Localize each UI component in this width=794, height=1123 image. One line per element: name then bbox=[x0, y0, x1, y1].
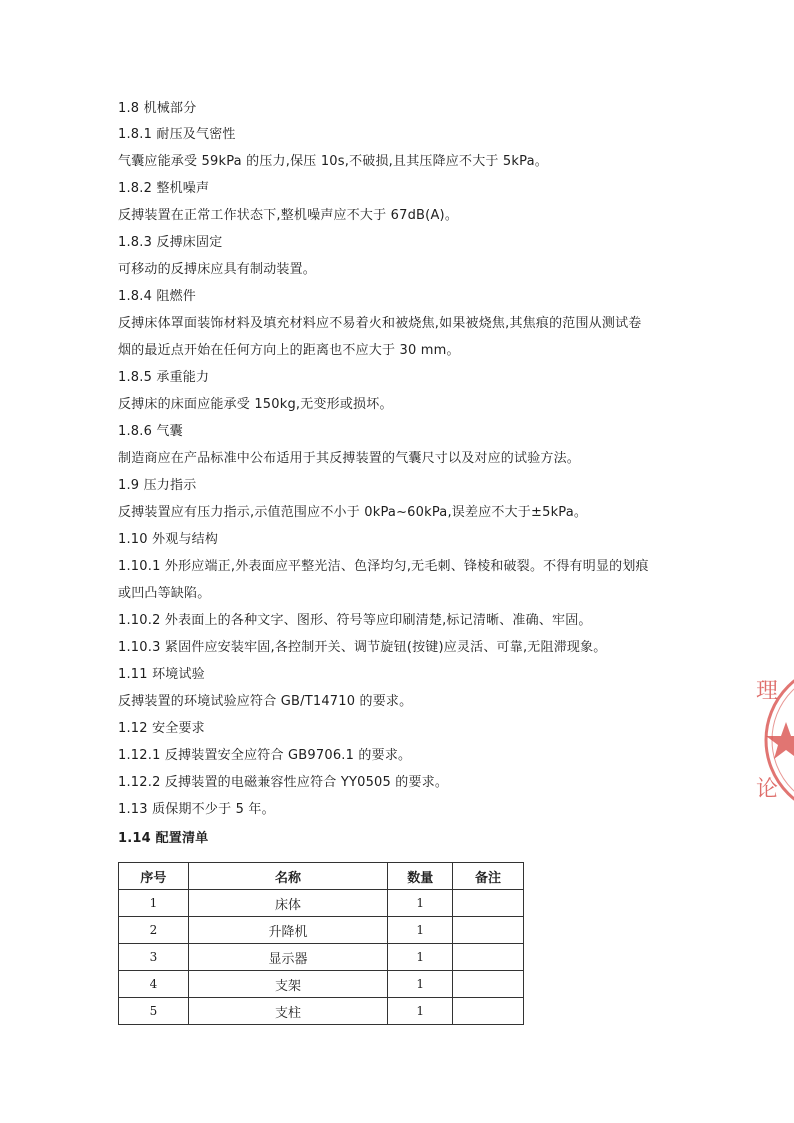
cell-name: 床体 bbox=[188, 890, 387, 917]
header-qty: 数量 bbox=[388, 863, 453, 890]
text-line: 1.12.2 反搏装置的电磁兼容性应符合 YY0505 的要求。 bbox=[118, 775, 449, 790]
svg-text:理: 理 bbox=[756, 679, 779, 704]
cell-seq: 2 bbox=[119, 917, 189, 944]
text-line: 1.12 安全要求 bbox=[118, 721, 205, 736]
text-line: 1.8.2 整机噪声 bbox=[118, 181, 210, 196]
cell-qty: 1 bbox=[388, 971, 453, 998]
cell-note bbox=[453, 890, 524, 917]
cell-qty: 1 bbox=[388, 944, 453, 971]
text-line: 反搏装置的环境试验应符合 GB/T14710 的要求。 bbox=[118, 694, 413, 709]
table-body bbox=[119, 890, 524, 1025]
cell-name: 支柱 bbox=[188, 998, 387, 1025]
cell-note bbox=[453, 917, 524, 944]
cell-seq: 4 bbox=[119, 971, 189, 998]
cell-qty: 1 bbox=[388, 998, 453, 1025]
header-seq: 序号 bbox=[119, 863, 189, 890]
text-line: 1.8.3 反搏床固定 bbox=[118, 235, 223, 250]
cell-qty: 1 bbox=[388, 890, 453, 917]
table-row bbox=[119, 890, 524, 917]
header-note: 备注 bbox=[453, 863, 524, 890]
text-line: 1.8.4 阻燃件 bbox=[118, 289, 197, 304]
text-line: 制造商应在产品标准中公布适用于其反搏装置的气囊尺寸以及对应的试验方法。 bbox=[118, 451, 581, 466]
text-line: 或凹凸等缺陷。 bbox=[118, 586, 211, 601]
cell-name: 支架 bbox=[188, 971, 387, 998]
text-line: 反搏装置应有压力指示,示值范围应不小于 0kPa~60kPa,误差应不大于±5kPa。 bbox=[118, 505, 588, 520]
text-line: 1.10 外观与结构 bbox=[118, 532, 219, 547]
text-line: 1.10.3 紧固件应安装牢固,各控制开关、调节旋钮(按键)应灵活、可靠,无阻滞现象。 bbox=[118, 640, 607, 655]
text-line: 1.10.2 外表面上的各种文字、图形、符号等应印刷清楚,标记清晰、准确、牢固。 bbox=[118, 613, 592, 628]
text-line: 1.9 压力指示 bbox=[118, 478, 197, 493]
table-row bbox=[119, 944, 524, 971]
text-line: 可移动的反搏床应具有制动装置。 bbox=[118, 262, 317, 277]
table-row bbox=[119, 998, 524, 1025]
cell-seq: 3 bbox=[119, 944, 189, 971]
text-line: 1.8.6 气囊 bbox=[118, 424, 183, 439]
cell-note bbox=[453, 998, 524, 1025]
text-line: 1.10.1 外形应端正,外表面应平整光洁、色泽均匀,无毛刺、锋棱和破裂。不得有明显的划痕 bbox=[118, 559, 649, 574]
text-line: 1.11 环境试验 bbox=[118, 667, 205, 682]
cell-note bbox=[453, 971, 524, 998]
text-line: 气囊应能承受 59kPa 的压力,保压 10s,不破损,且其压降应不大于 5kPa。 bbox=[118, 154, 548, 169]
text-line: 1.8 机械部分 bbox=[118, 101, 197, 116]
text-line: 1.8.5 承重能力 bbox=[118, 370, 210, 385]
section-heading: 1.14 配置清单 bbox=[118, 831, 209, 846]
table-header-row bbox=[119, 863, 524, 890]
header-name: 名称 bbox=[188, 863, 387, 890]
cell-name: 显示器 bbox=[188, 944, 387, 971]
cell-seq: 1 bbox=[119, 890, 189, 917]
text-line: 反搏床体罩面装饰材料及填充材料应不易着火和被烧焦,如果被烧焦,其焦痕的范围从测试卷 bbox=[118, 316, 642, 331]
table-row bbox=[119, 971, 524, 998]
text-line: 1.13 质保期不少于 5 年。 bbox=[118, 802, 275, 817]
text-line: 烟的最近点开始在任何方向上的距离也不应大于 30 mm。 bbox=[118, 343, 460, 358]
cell-qty: 1 bbox=[388, 917, 453, 944]
cell-name: 升降机 bbox=[188, 917, 387, 944]
text-line: 反搏装置在正常工作状态下,整机噪声应不大于 67dB(A)。 bbox=[118, 208, 459, 223]
text-line: 1.12.1 反搏装置安全应符合 GB9706.1 的要求。 bbox=[118, 748, 412, 763]
cell-seq: 5 bbox=[119, 998, 189, 1025]
text-line: 1.8.1 耐压及气密性 bbox=[118, 127, 236, 142]
config-table bbox=[118, 862, 524, 1025]
table-row bbox=[119, 917, 524, 944]
text-line: 反搏床的床面应能承受 150kg,无变形或损坏。 bbox=[118, 397, 393, 412]
cell-note bbox=[453, 944, 524, 971]
svg-text:论: 论 bbox=[756, 777, 779, 802]
red-seal-stamp bbox=[752, 660, 794, 820]
